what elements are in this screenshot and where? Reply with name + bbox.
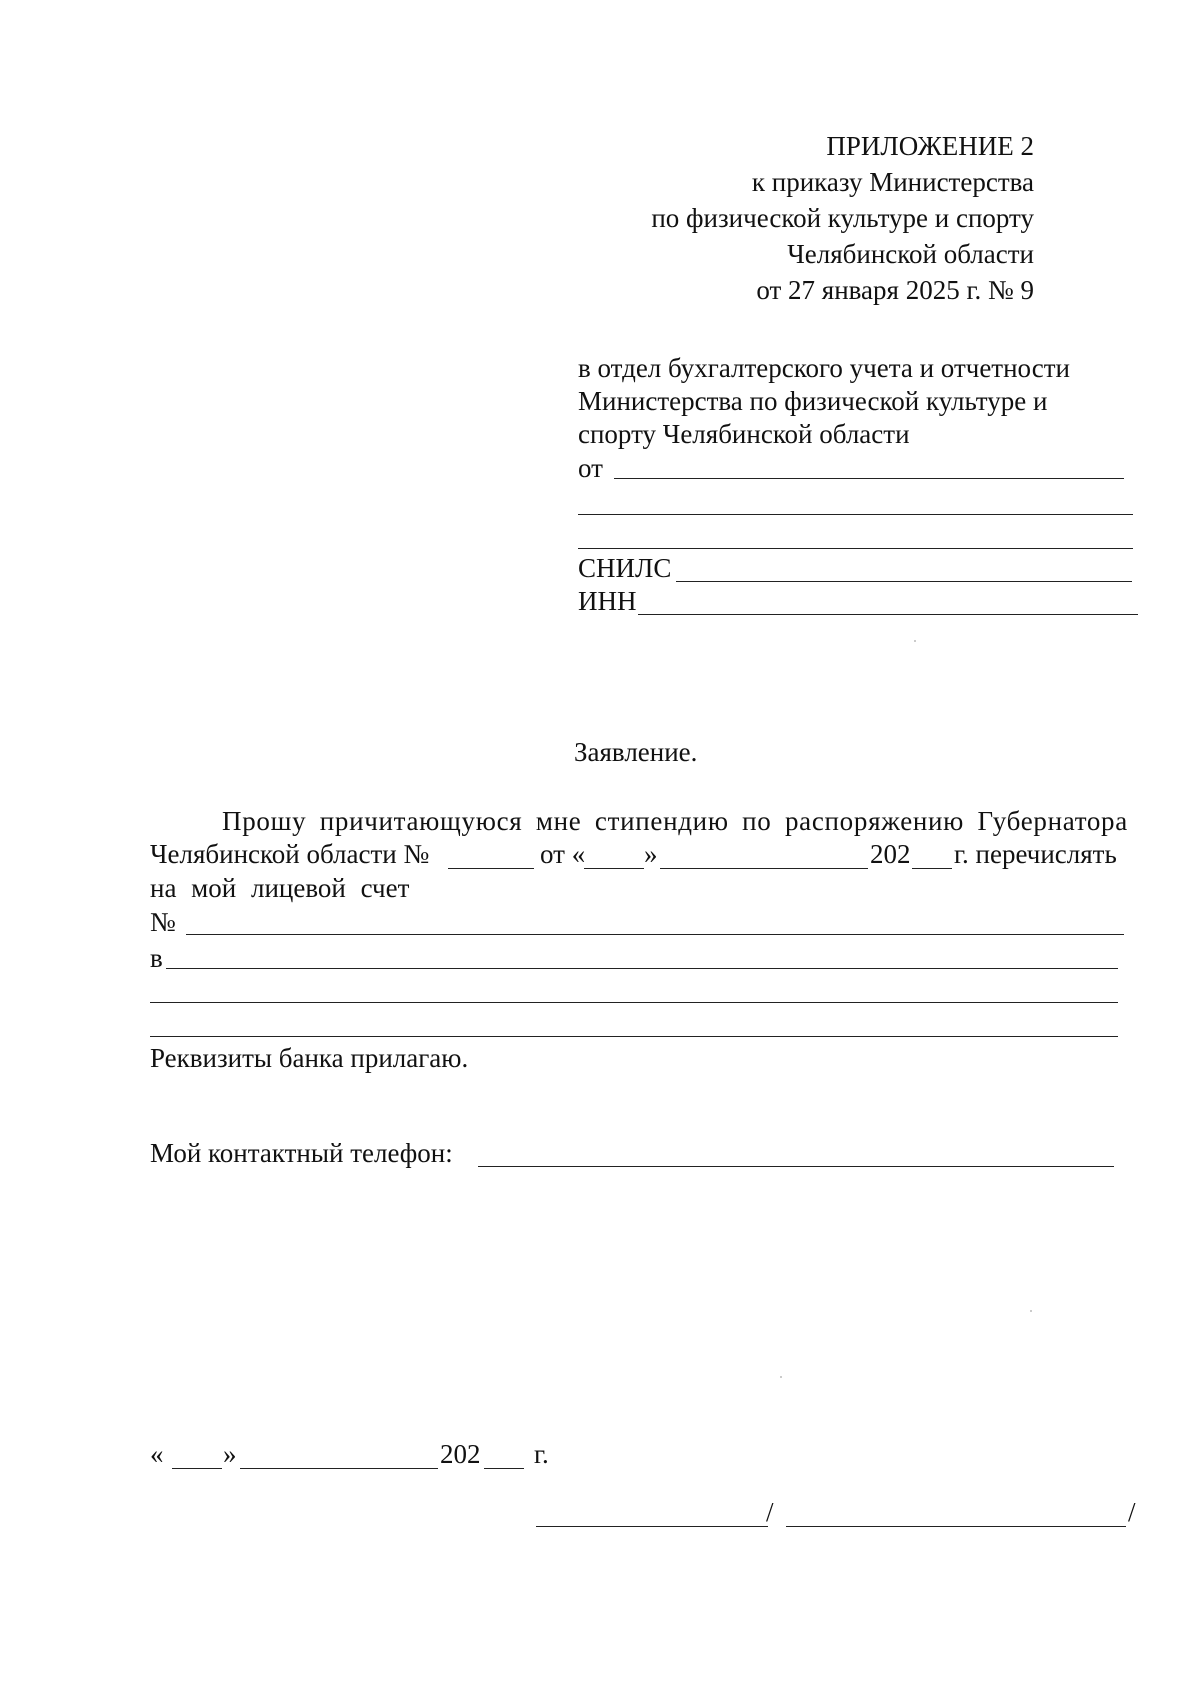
scan-speck — [780, 1376, 782, 1378]
signature-name-line — [786, 1526, 1126, 1527]
decree-year-line — [912, 868, 952, 869]
order-reference: к приказу Министерства — [751, 167, 1034, 197]
from-extra-line-1 — [578, 514, 1133, 515]
bank-extra-line-1 — [150, 1002, 1118, 1003]
request-line-2-year: 202 — [870, 839, 911, 869]
phone-field-line — [478, 1166, 1114, 1167]
decree-month-line — [660, 868, 868, 869]
from-field-line — [614, 478, 1124, 479]
date-year-prefix: 202 — [440, 1439, 481, 1469]
order-date: от 27 января 2025 г. № 9 — [756, 275, 1034, 305]
date-year-suffix: г. — [534, 1439, 549, 1469]
decree-number-line — [448, 868, 534, 869]
request-line-1: Прошу причитающуюся мне стипендию по распоряжению Губернатора — [222, 806, 1128, 836]
inn-field-line — [638, 614, 1138, 615]
appendix-title: ПРИЛОЖЕНИЕ 2 — [826, 131, 1034, 161]
ministry-name: по физической культуре и спорту — [651, 203, 1034, 233]
bank-details-note: Реквизиты банка прилагаю. — [150, 1043, 469, 1073]
bank-label: в — [150, 943, 163, 973]
document-title: Заявление. — [574, 737, 698, 767]
signature-slash-1: / — [766, 1497, 774, 1527]
scan-speck — [914, 640, 916, 642]
signature-slash-2: / — [1128, 1497, 1136, 1527]
account-number-label: № — [150, 907, 176, 937]
inn-label: ИНН — [578, 586, 637, 616]
addressee-line-2: Министерства по физической культуре и — [578, 386, 1048, 416]
signature-line — [536, 1526, 768, 1527]
request-line-2-end: г. перечислять — [954, 839, 1117, 869]
addressee-line-3: спорту Челябинской области — [578, 419, 910, 449]
date-open-quote: « — [150, 1439, 164, 1469]
date-month-line — [240, 1468, 438, 1469]
account-number-line — [186, 934, 1124, 935]
request-line-2-start: Челябинской области № — [150, 839, 430, 869]
scan-speck — [1030, 1310, 1032, 1312]
date-close-quote: » — [223, 1439, 237, 1469]
from-label: от — [578, 453, 603, 483]
bank-extra-line-2 — [150, 1036, 1118, 1037]
request-line-3: на мой лицевой счет — [150, 873, 410, 903]
bank-name-line — [166, 968, 1118, 969]
decree-day-line — [584, 868, 644, 869]
addressee-line-1: в отдел бухгалтерского учета и отчетности — [578, 353, 1070, 383]
from-extra-line-2 — [578, 548, 1133, 549]
region-name: Челябинской области — [787, 239, 1034, 269]
snils-field-line — [676, 581, 1132, 582]
date-year-line — [484, 1468, 524, 1469]
phone-label: Мой контактный телефон: — [150, 1138, 453, 1168]
date-day-line — [172, 1468, 222, 1469]
request-line-2-from: от « — [540, 839, 586, 869]
snils-label: СНИЛС — [578, 553, 672, 583]
request-line-2-quote: » — [644, 839, 658, 869]
